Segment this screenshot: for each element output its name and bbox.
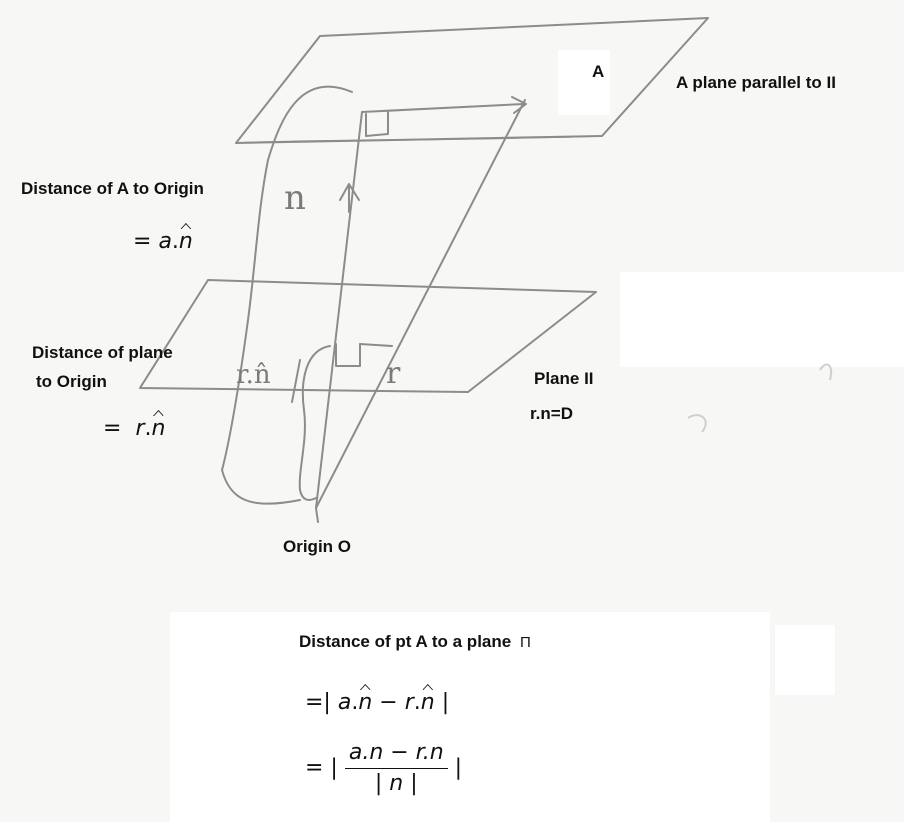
origin-label: Origin O (283, 537, 351, 556)
projection-label: r.n̂ (236, 360, 271, 390)
distance-plane-title-2: to Origin (36, 372, 107, 391)
distance-plane-formula: = r.n (103, 416, 166, 441)
distance-A-formula: = a.n (133, 229, 193, 254)
normal-label: n (284, 178, 306, 218)
result-title: Distance of pt A to a plane Π (299, 632, 531, 651)
in-plane-arrow (362, 104, 524, 112)
fraction-numerator: a.n − r.n (345, 738, 448, 769)
plane-II-equation: r.n=D (530, 404, 573, 423)
parallel-plane-label: A plane parallel to II (676, 73, 836, 92)
label-patch (558, 50, 610, 115)
position-vector-label: r (386, 356, 401, 391)
fraction (345, 738, 448, 799)
point-A-label: A (592, 62, 605, 81)
normal-arrow (340, 184, 359, 212)
unit-normal-hat: n (358, 690, 373, 715)
brace-A-distance (222, 87, 352, 504)
unit-normal-hat: n (420, 690, 435, 715)
distance-plane-title-1: Distance of plane (32, 343, 173, 362)
label-patch (775, 625, 835, 695)
normal-line (316, 112, 362, 508)
result-formula-line2: = | $\frac{a.n - r.n}{| n |}$ | (305, 738, 462, 799)
unit-normal-hat: n (178, 229, 193, 254)
result-formula-line1: =| a.n − r.n | (305, 690, 450, 715)
right-angle-bottom (336, 344, 360, 366)
plane-II-label: Plane II (534, 369, 594, 388)
fraction-denominator: | n | (374, 771, 418, 796)
plane-II (140, 280, 596, 392)
label-patch (620, 272, 904, 367)
unit-normal-hat: n (151, 416, 166, 441)
vector-r-to-A (316, 100, 525, 508)
distance-A-title: Distance of A to Origin (21, 179, 204, 198)
pi-symbol: Π (519, 634, 531, 651)
top-plane (236, 18, 708, 143)
right-angle-top (366, 112, 388, 136)
